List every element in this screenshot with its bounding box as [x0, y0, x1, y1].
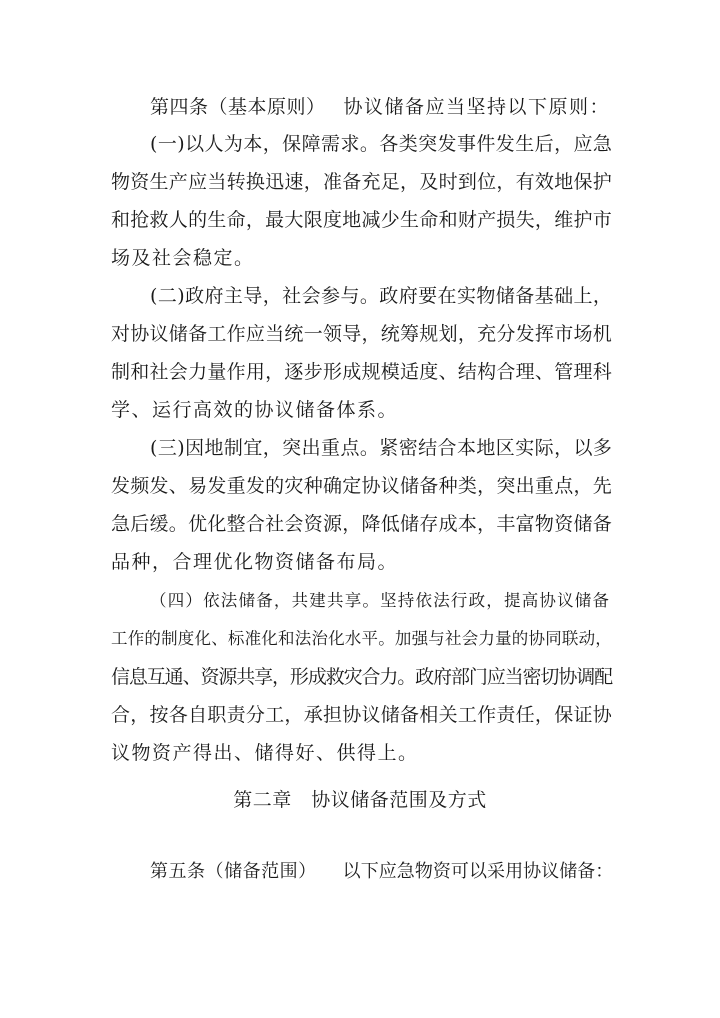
principle-3-line-3: 急后缓。优化整合社会资源，降低储存成本，丰富物资储备 [111, 513, 613, 535]
article-5-line [150, 858, 613, 886]
principle-4-line-2: 工作的制度化、标准化和法治化水平。加强与社会力量的协同联动， [111, 629, 612, 648]
principle-4-line-4: 合，按各自职责分工，承担协议储备相关工作责任，保证协 [111, 704, 613, 726]
chapter-2-title: 第二章 协议储备范围及方式 [233, 789, 487, 811]
principle-3-line-1: (三)因地制宜，突出重点。紧密结合本地区实际，以多 [150, 437, 613, 459]
article-5-heading: 第五条（储备范围） [150, 861, 317, 882]
principle-3-line-4: 品种，合理优化物资储备布局。 [111, 551, 399, 573]
principle-1-line-3: 和抢救人的生命，最大限度地减少生命和财产损失，维护市 [111, 209, 613, 231]
principle-1-line-4: 场及社会稳定。 [111, 247, 255, 269]
principle-1-line-2: 物资生产应当转换迅速，准备充足，及时到位，有效地保护 [111, 171, 613, 193]
article-4-intro: 协议储备应当坚持以下原则： [343, 96, 611, 118]
principle-4-line-3: 信息互通、资源共享，形成救灾合力。政府部门应当密切协调配 [111, 666, 613, 688]
article-4-heading: 第四条（基本原则） [150, 96, 326, 118]
principle-2-line-2: 对协议储备工作应当统一领导，统筹规划，充分发挥市场机 [111, 323, 613, 345]
principle-3-line-2: 发频发、易发重发的灾种确定协议储备种类，突出重点，先 [111, 475, 613, 497]
principle-2-line-1: (二)政府主导，社会参与。政府要在实物储备基础上， [150, 285, 613, 307]
article-5-intro: 以下应急物资可以采用协议储备： [342, 861, 614, 882]
principle-4-line-1: （四）依法储备，共建共享。坚持依法行政，提高协议储备 [150, 591, 611, 610]
principle-4-line-5: 议物资产得出、储得好、供得上。 [111, 742, 419, 764]
principle-1-line-1: (一)以人为本，保障需求。各类突发事件发生后，应急 [150, 133, 613, 155]
principle-2-line-3: 制和社会力量作用，逐步形成规模适度、结构合理、管理科 [111, 361, 613, 383]
principle-2-line-4: 学、运行高效的协议储备体系。 [111, 399, 399, 421]
article-4-line [150, 93, 610, 121]
